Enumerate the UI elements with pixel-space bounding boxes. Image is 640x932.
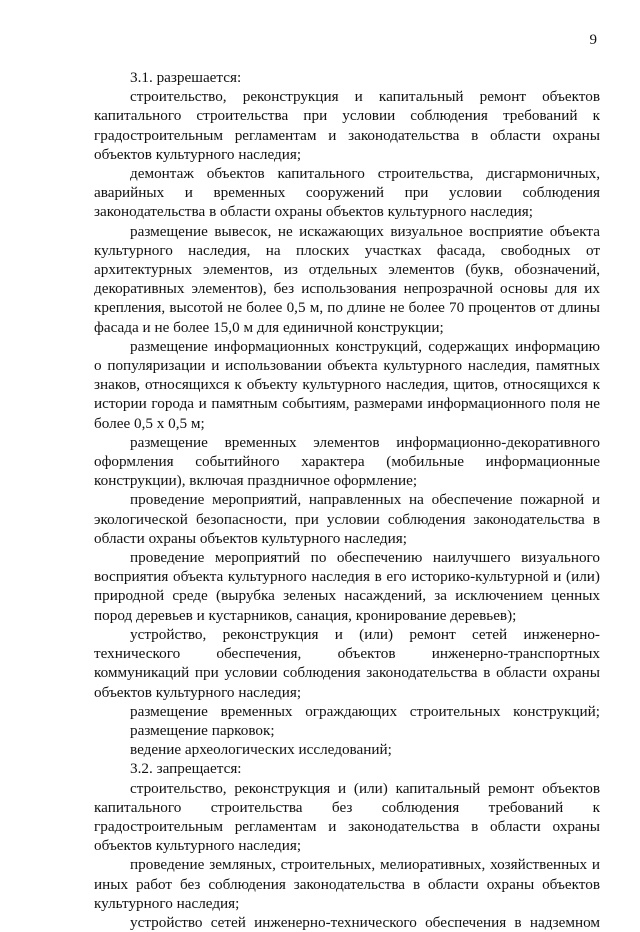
paragraph: устройство сетей инженерно-технического обеспечения в надземном [130, 913, 600, 931]
paragraph: размещение информационных конструкций, содержащих информацию о популяризации и использовании объекта культурного наследия, памятных знаков, относящихся к объекту культурного наследия, щитов, относящихся к истории города и памятным событиям, размерами информационного поля не более 0,5 х 0,5 м; [94, 337, 600, 432]
section-heading-prohibited: 3.2. запрещается: [130, 760, 242, 778]
paragraph: строительство, реконструкция и (или) капитальный ремонт объектов капитального строительства без соблюдения требований к градостроительным регламентам и законодательства в области охраны объектов культурного наследия; [94, 779, 600, 855]
paragraph: проведение земляных, строительных, мелиоративных, хозяйственных и иных работ без соблюдения законодательства в области охраны объектов культурного наследия; [94, 856, 600, 912]
paragraph: строительство, реконструкция и капитальный ремонт объектов капитального строительства при условии соблюдения требований к градостроительным регламентам и законодательства в области охраны объектов культурного наследия; [94, 88, 600, 163]
paragraph: проведение мероприятий, направленных на обеспечение пожарной и экологической безопасности, при условии соблюдения законодательства в области охраны объектов культурного наследия; [94, 491, 600, 547]
paragraph: размещение парковок; [130, 721, 275, 739]
paragraph: устройство, реконструкция и (или) ремонт сетей инженерно-технического обеспечения, объектов инженерно-транспортных коммуникаций при условии соблюдения законодательства в области охраны объектов культурного наследия; [94, 625, 600, 701]
paragraph: проведение мероприятий по обеспечению наилучшего визуального восприятия объекта культурного наследия в его историко-культурной и (или) природной среде (вырубка зеленых насаждений, за исключением ценных пород деревьев и кустарников, санация, кронирование деревьев); [94, 549, 600, 624]
paragraph: размещение временных ограждающих строительных конструкций; [130, 702, 600, 720]
document-body [94, 68, 600, 932]
section-heading-permitted: 3.1. разрешается: [130, 69, 242, 86]
paragraph: размещение временных элементов информационно-декоративного оформления событийного характера (мобильные информационные конструкции), включая праздничное оформление; [94, 433, 600, 490]
paragraph: ведение археологических исследований; [130, 741, 392, 759]
paragraph: размещение вывесок, не искажающих визуальное восприятие объекта культурного наследия, на плоских участках фасада, свободных от архитектурных элементов, из отдельных элементов (букв, обозначений, декоративных элементов), без использования непрозрачной основы для их крепления, высотой не более 0,5 м, по длине не более 70 процентов от длины фасада и не более 15,0 м для единичной конструкции; [94, 222, 600, 336]
page-number: 9 [589, 32, 597, 48]
paragraph: демонтаж объектов капитального строительства, дисгармоничных, аварийных и временных сооружений при условии соблюдения законодательства в области охраны объектов культурного наследия; [94, 165, 600, 221]
